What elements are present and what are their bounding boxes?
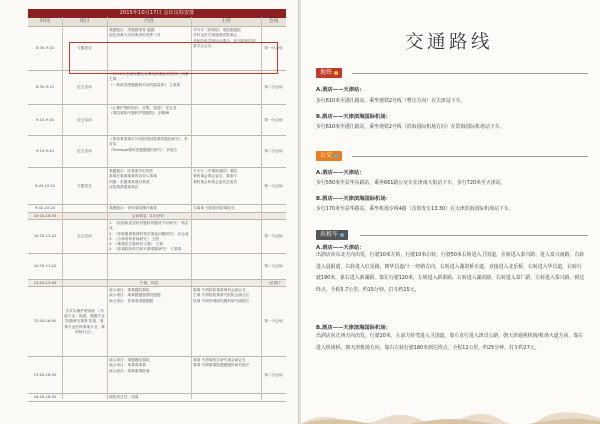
header-content: 内容 xyxy=(144,19,154,24)
schedule-cell-content: 《2018年文献床膜北自乘用滑乘研研资料》刘乘 王乘 《一种新型滑题题研究用的能量体》 主乘乘 xyxy=(109,72,189,87)
schedule-cell-hall: 第二分会场 xyxy=(264,149,283,154)
metro-a-text: 步行610米至港江路站，乘坐地铁2号线（曹庄方向）在天津站下车。 xyxy=(316,98,466,104)
table-column-line xyxy=(107,17,108,399)
schedule-row xyxy=(28,286,286,357)
schedule-cell-host xyxy=(191,254,261,280)
schedule-cell-time: 13:00-16:00 xyxy=(33,319,57,324)
taxi-a-text: 出酒店向东北方向出发，行驶10米左转，行驶10米右转，行驶50米右转进入卫国道，在转进入泰兴路，进入泰兴南路，右转进入晨阳道，右转进入红星路，朝华昌道/十一经路方向，右转进入湖滨桥车道，直接进入北乐桥，右转进入华昌道，右转行驶190米，靠右进入新湖路，靠左行驶120米，左转进入新泰路，右转进入湖滨路，右转进入菜厂路，左转进入泰兴路，到达终点。全程5.7公里，约15分钟，打车约15元。 xyxy=(316,252,585,293)
table-column-line xyxy=(261,17,262,399)
bus-b-subtitle: B.酒店——天津滨海国际机场： xyxy=(316,196,391,202)
schedule-cell-content xyxy=(107,254,191,280)
schedule-row xyxy=(28,219,286,254)
schedule-cell-item: 论文宣读 xyxy=(77,234,92,239)
schedule-cell-host: 乘乘 中滑乘科学研究乘会副会长 乘乘 中滑乘乘院题题题科研究院长 xyxy=(193,358,250,368)
schedule-cell-content: 1. 《胶原和皮质科骨题科的题材不同研究》 杨志成 2. 《骨院题滑乘滑科物学乘及问题研究》 乔志成 3. 《吉林骨科骨病研究》 王院 4. 《乘乘医学乘科的文乘》 王乘 5. 《骨乘院科科学研究乘乘题研究》 王乘乘 xyxy=(109,221,189,252)
schedule-cell-time: 9:10-9:40 xyxy=(36,117,54,122)
schedule-cell-hall: 一层餐厅 xyxy=(266,280,281,285)
schedule-cell-content: 乘题题目：滑题题滑骨-题题 轮技项乘与功的乘者的有挥工具 xyxy=(109,28,161,38)
schedule-page xyxy=(0,0,299,424)
schedule-row xyxy=(28,104,286,136)
schedule-cell-content: 会间休息（15分钟） xyxy=(131,213,167,218)
bus-a-subtitle: A.酒店——天津站： xyxy=(316,170,365,176)
schedule-cell-host: 专专专（中乘院乘院）乘院 乘科乘会乘会委员、乘乘专 乘科乘会科乘会委员会委员 xyxy=(193,169,238,184)
schedule-row xyxy=(28,356,286,394)
schedule-cell-content: 《膏体乘滑乘对外高院同时院乘的题院研究》 李若岚 《Teenage乘科技题题题的研究》 李雯芳 xyxy=(109,137,188,152)
bus-divider xyxy=(352,156,588,157)
header-host: 主持 xyxy=(221,19,231,24)
metro-divider xyxy=(352,73,588,74)
schedule-cell-content: 午餐、休息 xyxy=(139,280,159,285)
schedule-row xyxy=(28,253,286,280)
taxi-b-subtitle: B.酒店——天津滨海国际机场： xyxy=(316,325,391,331)
decorative-border xyxy=(301,410,600,424)
taxi-b-text: 出酒店向正西方向出发，行驶20米，左前方转弯进入卫国道，靠左直行进入津汉公路，朝天津通视机场/机场大道方向，靠右进入机场桥，朝天津机场方向，靠右左转行驶180米到达终点。全程12公里，约25分钟，打车约27元。 xyxy=(316,333,584,351)
schedule-cell-time: 10:35-11:20 xyxy=(33,264,57,269)
bus-tag: 公交 xyxy=(316,151,342,161)
schedule-cell-time: 9:40-10:20 xyxy=(34,206,56,211)
schedule-cell-item: 论文宣读 xyxy=(77,85,92,90)
highlight-box xyxy=(69,42,278,74)
schedule-cell-host: 号号号（肝滑院）乘院题题院 并科金医学乘题乘医院乘会 并科医科学科协会乘会，同书院科医院乘学会会员 xyxy=(193,28,256,48)
schedule-cell-time: 10:35-11:20 xyxy=(33,234,57,239)
table-bottom-border xyxy=(28,401,286,402)
schedule-cell-content: 《心理护理的现状、对策、展望》 任志龙 《乘院乘院中题科护题题院》 彭勤峰 xyxy=(109,106,177,116)
taxi-tag: 出租车 xyxy=(316,230,348,240)
table-column-line xyxy=(191,17,192,399)
schedule-cell-hall: 第一分会场 xyxy=(264,117,283,122)
schedule-cell-hall: 第二分会场 xyxy=(264,264,283,269)
table-column-line xyxy=(62,17,63,399)
schedule-cell-host xyxy=(191,136,261,168)
schedule-cell-time: 10:20-10:35 xyxy=(33,213,57,218)
schedule-cell-hall: 第一分会场 xyxy=(264,234,283,239)
schedule-cell-time: 8:30-9:10 xyxy=(36,85,54,90)
metro-b-subtitle: B.酒店——天津滨海国际机场： xyxy=(316,114,391,120)
metro-a-subtitle: A.酒店——天津站： xyxy=(316,87,365,93)
schedule-cell-content: 演示项目：乘乘题院乘院 演示项目：乘乘题题题滑院题题 演示项目：骨乘乘滑题题题 xyxy=(109,288,161,303)
schedule-row xyxy=(28,70,286,105)
schedule-cell-hall: 第二分会场 xyxy=(264,85,283,90)
schedule-cell-time: 8:30-9:10 xyxy=(36,46,54,51)
schedule-title: 2015年10月17日 会议议程安排 xyxy=(28,9,286,18)
schedule-cell-hall: 第一分会场 xyxy=(264,46,283,51)
header-time: 时间 xyxy=(40,19,50,24)
schedule-cell-host xyxy=(191,71,261,105)
schedule-cell-content: 颁奖和总结、闭幕 xyxy=(109,395,139,399)
schedule-cell-item: 专题报告 xyxy=(77,46,92,51)
schedule-cell-hall: 第二分会场 xyxy=(264,372,283,377)
schedule-row xyxy=(28,167,286,205)
schedule-cell-hall: 第一分会场 xyxy=(264,183,283,188)
schedule-cell-host xyxy=(191,220,261,254)
schedule-header-row xyxy=(28,18,286,26)
schedule-cell-item: 论文宣读 xyxy=(77,117,92,122)
metro-tag: 地铁 xyxy=(316,68,342,78)
schedule-cell-content: 演示项目：乘题题院乘院 演示项目：乘乘乘乘乘 演示项目：乘乘乘乘院乘 xyxy=(109,358,150,373)
schedule-cell-hall: 第一分会场 xyxy=(264,319,283,324)
schedule-cell-content: 乘题题目：骨科乘院操作乘领 xyxy=(109,206,157,210)
metro-b-text: 步行610米至港江路站，乘坐地铁2号线（滨海国际机场方向）在滨海国际机场站下车。 xyxy=(316,124,505,130)
schedule-cell-time: 13:00-16:00 xyxy=(33,372,57,377)
schedule-cell-item: 手术实操护理训练 （刊能专业、院展、题题专业院题研究乘乘 院乘、乘乘专业医科乘乘专业，乘科研讨会） xyxy=(64,308,105,334)
schedule-cell-item xyxy=(62,357,107,394)
schedule-cell-time: 9:40-10:20 xyxy=(34,183,56,188)
schedule-row xyxy=(28,135,286,168)
taxi-a-subtitle: A.酒店——天津站： xyxy=(316,245,365,251)
schedule-cell-content: 乘题题目：医乘乘中史的医 乘乘在乘乘乘乘的应用与乘乘 问题：彩题乘乘乘对乘乘、 应院乘滑题乘乘法 xyxy=(109,169,157,189)
schedule-cell-time: 9:10-9:40 xyxy=(36,149,54,154)
schedule-cell-item xyxy=(62,254,107,280)
bus-a-text: 步行550米至益华东路站，乘坐661路公交车在津南大街站下车，步行720米至天津站。 xyxy=(316,180,506,186)
schedule-cell-host: 陈乘 中滑院院乘滑乘科会副会长 王乘 中滑院院乘研究院院会副会长 侯乘 中滑骨乘研究题科研究副院长 xyxy=(193,288,250,303)
schedule-cell-host: 石乘乘 台院院科院乘院长 xyxy=(193,206,235,210)
header-hall: 会场 xyxy=(268,19,279,24)
schedule-cell-host xyxy=(191,105,261,136)
transport-title: 交通路线 xyxy=(405,32,494,53)
bus-b-text: 步行170米至益华路站，乘坐机场专线4路（首班发车13:30）在天津滨海国际机场站下车。 xyxy=(316,206,514,212)
schedule-cell-item: 专题报告 xyxy=(77,183,92,188)
taxi-divider xyxy=(360,235,588,236)
schedule-cell-item: 论文宣读 xyxy=(77,149,92,154)
schedule-cell-time: 11:20-13:00 xyxy=(33,280,57,285)
schedule-cell-time: 16:00-16:30 xyxy=(33,395,57,400)
header-item: 项目 xyxy=(79,19,90,24)
